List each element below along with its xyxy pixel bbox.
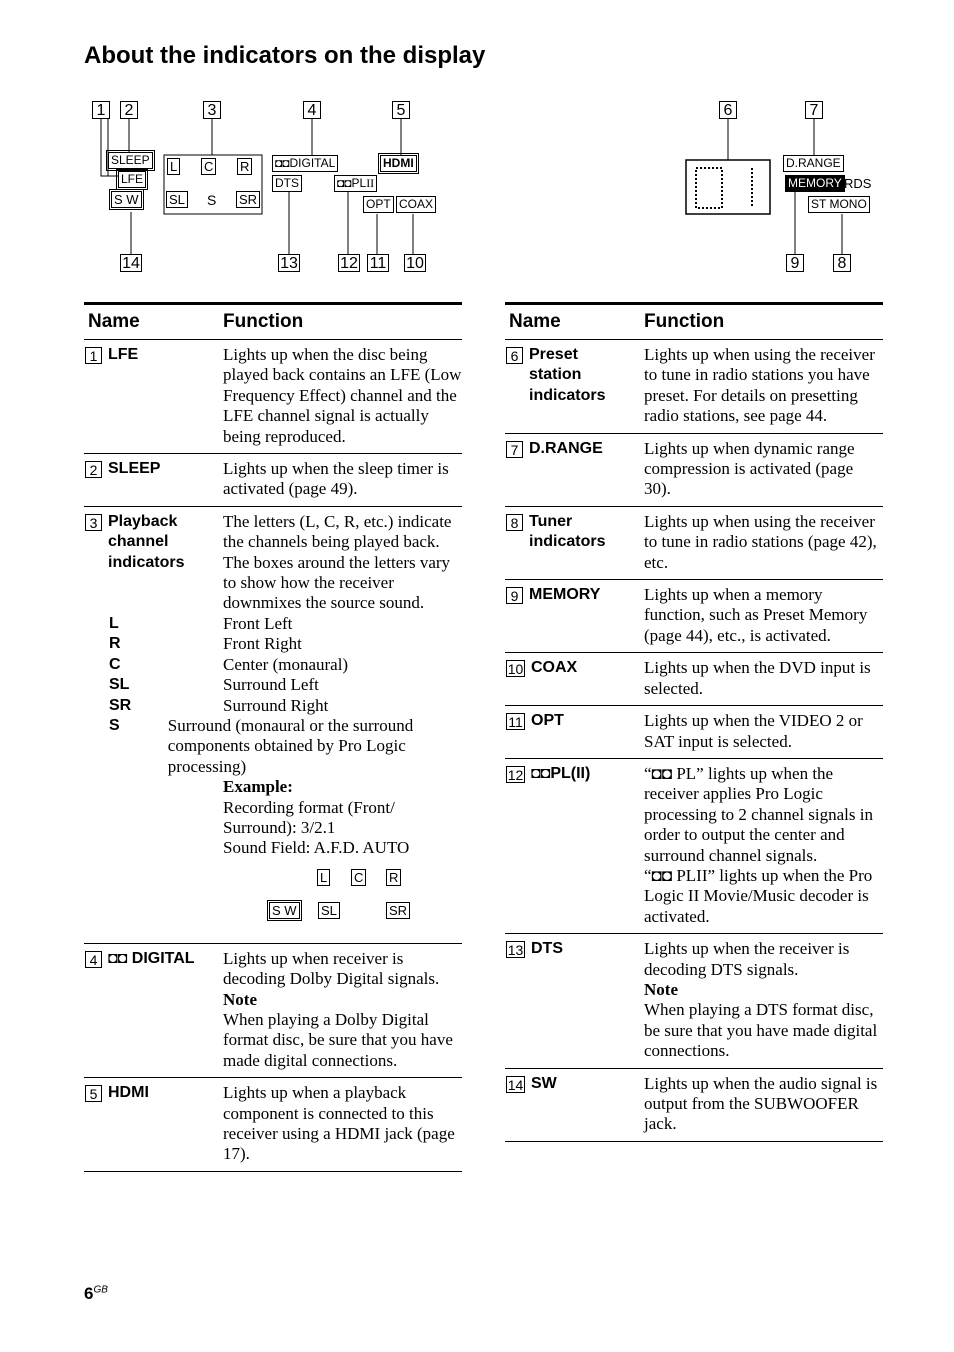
row-name: Tuner indicators [529, 512, 606, 551]
row-number: 13 [507, 942, 524, 959]
example-c-box: C [351, 869, 366, 886]
row-function: Lights up when the disc being played back contains an LFE (Low Frequency Effect) channel and the LFE channel signal is actually being reproduced. [223, 345, 462, 446]
pl-indicator [334, 175, 377, 192]
example-sr-box: SR [386, 902, 410, 919]
example-text: Recording format (Front/ Surround): 3/2.1 Sound Field: A.F.D. AUTO [223, 797, 410, 858]
row-number: 8 [506, 514, 523, 531]
callout-14: 14 [120, 254, 142, 272]
note-label: Note [223, 989, 257, 1009]
row-number: 4 [85, 951, 102, 968]
table-row [505, 934, 883, 1068]
channel-sl-indicator: SL [166, 191, 188, 208]
row-name: DTS [531, 940, 563, 958]
row-number: 1 [85, 347, 102, 364]
row-function: Lights up when the DVD input is selected. [644, 658, 871, 698]
channel-item [109, 695, 462, 716]
row-number: 9 [506, 587, 523, 604]
callout-4: 4 [303, 101, 321, 119]
row-name: ◘◘PL(II) [531, 764, 591, 782]
row-function: Lights up when the audio signal is output from the SUBWOOFER jack. [644, 1073, 878, 1134]
channel-desc: Surround Right [223, 695, 329, 715]
callout-3: 3 [203, 101, 221, 119]
dolby-icon: ◘◘ [337, 176, 352, 190]
table-row [505, 340, 883, 434]
pl-suffix: II [366, 176, 375, 190]
row-number: 12 [507, 766, 524, 783]
hdmi-indicator: HDMI [380, 155, 417, 172]
channel-key: R [109, 635, 121, 653]
row-name: OPT [531, 712, 564, 730]
row-function: Lights up when receiver is decoding Dolby Digital signals. [223, 948, 440, 989]
channel-item [109, 613, 462, 634]
page-region-suffix: GB [93, 1284, 108, 1296]
table-row [84, 340, 462, 454]
example-l-box: L [317, 869, 330, 886]
channel-key: S [109, 716, 120, 734]
drange-indicator: D.RANGE [783, 155, 844, 172]
left-indicator-table [84, 302, 462, 1172]
row-number: 10 [507, 661, 524, 678]
callout-8: 8 [833, 254, 851, 272]
channel-s-indicator: S [207, 192, 217, 208]
function-column-header: Function [223, 311, 304, 332]
table-row [505, 507, 883, 580]
channel-desc: Center (monaural) [223, 654, 349, 674]
sw-indicator: S W [111, 191, 142, 208]
channel-key: C [109, 655, 121, 673]
page-number-value: 6 [84, 1284, 94, 1303]
row-name: HDMI [108, 1084, 149, 1102]
callout-lines [0, 0, 954, 290]
channel-key: SR [109, 696, 132, 714]
table-row [84, 507, 462, 944]
channel-desc: Surround Left [223, 675, 319, 695]
example-label: Example: [223, 777, 293, 797]
callout-5: 5 [392, 101, 410, 119]
channel-sr-indicator: SR [236, 191, 260, 208]
example-sl-box: SL [318, 902, 340, 919]
right-indicator-table [505, 302, 883, 1142]
row-number: 7 [506, 441, 523, 458]
pl-label: PL [351, 176, 367, 190]
row-number: 11 [506, 713, 525, 730]
channel-r-indicator: R [237, 158, 252, 175]
row-function: Lights up when the VIDEO 2 or SAT input is selected. [644, 711, 863, 751]
table-row [505, 706, 883, 759]
table-row [505, 759, 883, 934]
table-row [84, 944, 462, 1078]
table-header [505, 302, 883, 340]
row-function: Lights up when a playback component is connected to this receiver using a HDMI jack (page 17). [223, 1083, 455, 1164]
callout-13: 13 [278, 254, 300, 272]
row-number: 3 [85, 514, 102, 531]
row-function: The letters (L, C, R, etc.) indicate the channels being played back. The boxes around the letters vary to show how the receiver downmixes the source sound. [223, 511, 452, 613]
dts-indicator: DTS [272, 175, 302, 192]
row-name: Preset station indicators [529, 346, 606, 404]
note-text: When playing a DTS format disc, be sure that you have made digital connections. [644, 1000, 878, 1061]
coax-indicator: COAX [396, 196, 436, 213]
channel-desc: Surround (monaural or the surround components obtained by Pro Logic processing) [167, 715, 414, 776]
callout-6: 6 [719, 101, 737, 119]
channel-item [109, 654, 462, 675]
row-name: ◘◘ DIGITAL [108, 949, 195, 967]
dolby-digital-label: DIGITAL [289, 156, 336, 170]
opt-indicator: OPT [363, 196, 394, 213]
row-name: SLEEP [108, 460, 161, 478]
callout-1: 1 [92, 101, 110, 119]
example-r-box: R [386, 869, 401, 886]
dolby-digital-indicator [272, 155, 338, 172]
row-function: Lights up when the sleep timer is activated (page 49). [223, 459, 449, 499]
row-name: SW [531, 1074, 557, 1092]
channel-item [109, 675, 462, 695]
row-name: Playback channel indicators [108, 512, 185, 571]
callout-9: 9 [786, 254, 804, 272]
row-function: Lights up when a memory function, such as Preset Memory (page 44), etc., is activated. [644, 585, 868, 645]
note-label: Note [644, 979, 678, 999]
callout-11: 11 [367, 254, 389, 272]
page-number [84, 1284, 108, 1304]
row-function: Lights up when the receiver is decoding DTS signals. [644, 939, 850, 979]
example-sw-box: S W [269, 902, 300, 919]
channel-l-indicator: L [167, 158, 180, 175]
page-title: About the indicators on the display [84, 42, 486, 69]
memory-indicator: MEMORY [785, 175, 845, 192]
row-function: Lights up when dynamic range compression is activated (page 30). [644, 438, 855, 499]
row-name: D.RANGE [529, 439, 603, 457]
row-function: Lights up when using the receiver to tune in radio stations you have preset. For details on presetting radio stations, see page 44. [644, 345, 875, 426]
row-number: 6 [506, 347, 523, 364]
callout-2: 2 [120, 101, 138, 119]
callout-12: 12 [338, 254, 360, 272]
channel-item [109, 634, 462, 654]
table-row [505, 434, 883, 507]
table-row [84, 1078, 462, 1172]
channel-c-indicator: C [201, 158, 216, 175]
table-row [505, 1069, 883, 1142]
row-number: 5 [85, 1085, 102, 1102]
st-mono-indicator: ST MONO [808, 196, 870, 213]
rds-indicator: RDS [844, 176, 872, 191]
channel-desc: Front Right [223, 634, 302, 654]
row-function: Lights up when using the receiver to tune in radio stations (page 42), etc. [644, 511, 877, 572]
channel-key: L [109, 614, 119, 632]
note-text: When playing a Dolby Digital format disc, be sure that you have made digital connections. [223, 1009, 453, 1070]
name-column-header: Name [509, 311, 561, 332]
lfe-indicator: LFE [118, 171, 146, 188]
row-number: 14 [507, 1076, 524, 1093]
dolby-icon: ◘◘ [275, 156, 290, 170]
row-name: LFE [108, 346, 139, 363]
callout-7: 7 [805, 101, 823, 119]
channel-desc: Front Left [223, 613, 293, 633]
table-header [84, 302, 462, 340]
callout-10: 10 [404, 254, 426, 272]
example-channel-boxes [223, 859, 462, 933]
table-row [84, 454, 462, 507]
function-column-header: Function [644, 311, 725, 332]
channel-item [109, 715, 462, 777]
table-row [505, 580, 883, 653]
row-number: 2 [85, 461, 102, 478]
row-function: “◘◘ PL” lights up when the receiver applies Pro Logic processing to 2 channel signals in order to output the center and surround channel signals. “◘◘ PLII” lights up when the Pro Logic II Movie/Music decoder is activated. [644, 763, 873, 926]
row-name: MEMORY [529, 586, 601, 604]
channel-key: SL [109, 676, 130, 694]
name-column-header: Name [88, 311, 140, 332]
sleep-indicator: SLEEP [108, 152, 153, 169]
table-row [505, 653, 883, 706]
row-name: COAX [531, 659, 578, 677]
